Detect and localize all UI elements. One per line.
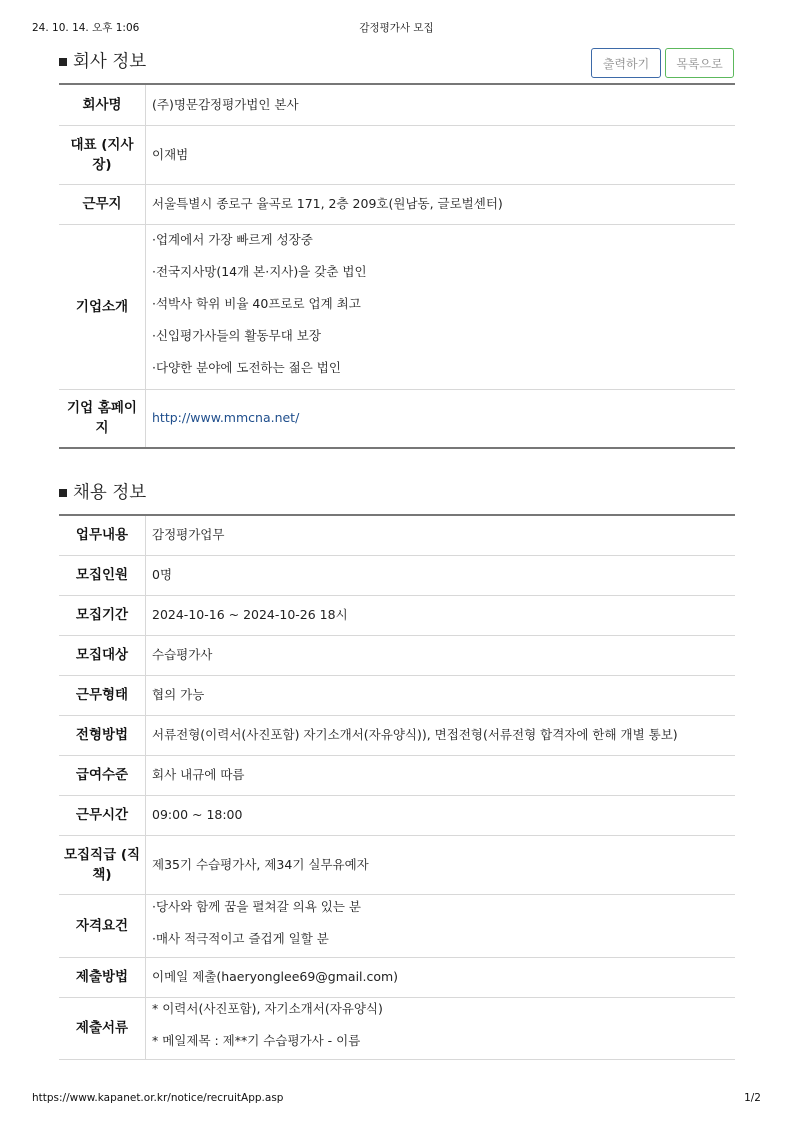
row-label-position: 모집직급 (직책) bbox=[59, 835, 146, 894]
row-value-company-name: (주)명문감정평가법인 본사 bbox=[146, 84, 736, 125]
homepage-link[interactable]: http://www.mmcna.net/ bbox=[152, 410, 300, 426]
row-label-target: 모집대상 bbox=[59, 635, 146, 675]
table-row bbox=[59, 635, 735, 675]
table-row bbox=[59, 715, 735, 755]
intro-line: ·업계에서 가장 빠르게 성장중 bbox=[152, 231, 313, 247]
row-value-qualifications bbox=[146, 894, 736, 957]
row-label-period: 모집기간 bbox=[59, 595, 146, 635]
table-row bbox=[59, 595, 735, 635]
row-label-job-description: 업무내용 bbox=[59, 515, 146, 555]
table-row bbox=[59, 389, 735, 448]
row-value-work-type: 협의 가능 bbox=[146, 675, 736, 715]
table-row bbox=[59, 125, 735, 184]
qualification-line: ·매사 적극적이고 즐겁게 일할 분 bbox=[152, 930, 329, 946]
row-value-submission-method: 이메일 제출(haeryonglee69@gmail.com) bbox=[146, 957, 736, 997]
print-footer bbox=[32, 1092, 761, 1108]
table-row bbox=[59, 957, 735, 997]
row-value-selection: 서류전형(이력서(사진포함) 자기소개서(자유양식)), 면접전형(서류전형 합격자에 한해 개별 통보) bbox=[146, 715, 736, 755]
row-value-work-hours: 09:00 ~ 18:00 bbox=[146, 795, 736, 835]
row-value-company-intro bbox=[146, 224, 736, 389]
print-document-title: 감정평가사 모집 bbox=[359, 22, 434, 34]
row-value-salary: 회사 내규에 따름 bbox=[146, 755, 736, 795]
row-label-documents: 제출서류 bbox=[59, 997, 146, 1059]
table-row bbox=[59, 755, 735, 795]
print-page-number: 1/2 bbox=[744, 1092, 761, 1104]
recruit-section-title bbox=[59, 479, 146, 503]
table-row bbox=[59, 184, 735, 224]
row-label-submission-method: 제출방법 bbox=[59, 957, 146, 997]
row-value-target: 수습평가사 bbox=[146, 635, 736, 675]
recruit-info-table bbox=[59, 514, 735, 1060]
row-label-company-name: 회사명 bbox=[59, 84, 146, 125]
table-row bbox=[59, 515, 735, 555]
row-label-company-intro: 기업소개 bbox=[59, 224, 146, 389]
row-label-homepage: 기업 홈페이지 bbox=[59, 389, 146, 448]
intro-line: ·석박사 학위 비율 40프로로 업계 최고 bbox=[152, 295, 361, 311]
square-bullet-icon bbox=[59, 489, 67, 497]
table-row bbox=[59, 555, 735, 595]
table-row bbox=[59, 224, 735, 389]
row-label-representative: 대표 (지사장) bbox=[59, 125, 146, 184]
qualification-line: ·당사와 함께 꿈을 펼쳐갈 의욕 있는 분 bbox=[152, 898, 361, 914]
row-label-salary: 급여수준 bbox=[59, 755, 146, 795]
print-footer-url: https://www.kapanet.or.kr/notice/recruitApp.asp bbox=[32, 1092, 284, 1104]
row-label-qualifications: 자격요건 bbox=[59, 894, 146, 957]
list-button[interactable]: 목록으로 bbox=[665, 48, 734, 78]
print-datetime: 24. 10. 14. 오후 1:06 bbox=[32, 22, 140, 34]
intro-line: ·신입평가사들의 활동무대 보장 bbox=[152, 327, 321, 343]
table-row bbox=[59, 675, 735, 715]
table-row bbox=[59, 894, 735, 957]
table-row bbox=[59, 795, 735, 835]
row-value-documents bbox=[146, 997, 736, 1059]
document-line: * 이력서(사진포함), 자기소개서(자유양식) bbox=[152, 1001, 383, 1016]
recruit-section-title-text: 채용 정보 bbox=[73, 482, 147, 503]
company-info-table bbox=[59, 83, 735, 449]
row-label-workplace: 근무지 bbox=[59, 184, 146, 224]
row-value-homepage bbox=[146, 389, 736, 448]
company-section-title-text: 회사 정보 bbox=[73, 51, 147, 72]
row-value-period: 2024-10-16 ~ 2024-10-26 18시 bbox=[146, 595, 736, 635]
print-header bbox=[32, 20, 761, 36]
row-value-workplace: 서울특별시 종로구 율곡로 171, 2층 209호(원남동, 글로벌센터) bbox=[146, 184, 736, 224]
square-bullet-icon bbox=[59, 58, 67, 66]
table-row bbox=[59, 835, 735, 894]
company-section-title bbox=[59, 48, 146, 72]
row-label-work-type: 근무형태 bbox=[59, 675, 146, 715]
row-value-job-description: 감정평가업무 bbox=[146, 515, 736, 555]
intro-line: ·다양한 분야에 도전하는 젊은 법인 bbox=[152, 359, 341, 375]
row-label-headcount: 모집인원 bbox=[59, 555, 146, 595]
print-button[interactable]: 출력하기 bbox=[591, 48, 661, 78]
intro-line: ·전국지사망(14개 본·지사)을 갖춘 법인 bbox=[152, 263, 367, 279]
table-row bbox=[59, 84, 735, 125]
row-label-work-hours: 근무시간 bbox=[59, 795, 146, 835]
row-value-headcount: 0명 bbox=[146, 555, 736, 595]
row-value-representative: 이재범 bbox=[146, 125, 736, 184]
row-label-selection: 전형방법 bbox=[59, 715, 146, 755]
row-value-position: 제35기 수습평가사, 제34기 실무유예자 bbox=[146, 835, 736, 894]
table-row bbox=[59, 997, 735, 1059]
document-line: * 메일제목 : 제**기 수습평가사 - 이름 bbox=[152, 1033, 361, 1048]
